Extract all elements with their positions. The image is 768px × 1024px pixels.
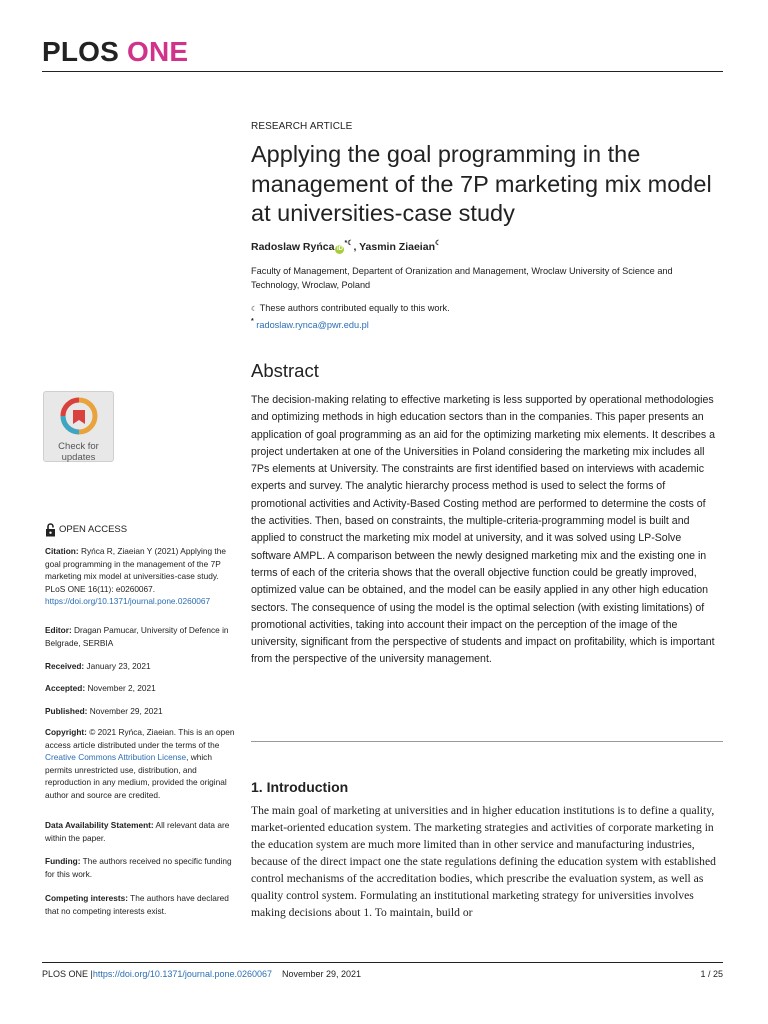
funding-block xyxy=(45,855,235,880)
citation-text: Ryńca R, Ziaeian Y (2021) Applying the goal programming in the management of the 7P marketing mix model at universities-case study. PLoS ONE 16(11): e0260067. xyxy=(45,546,226,594)
equal-contribution-icon: ☾ xyxy=(434,240,442,247)
open-access-label: OPEN ACCESS xyxy=(59,523,128,535)
logo-one: ONE xyxy=(127,36,189,67)
received-block xyxy=(45,660,235,673)
editor-block xyxy=(45,624,235,649)
open-lock-icon xyxy=(45,523,56,537)
abstract-rule xyxy=(251,741,723,742)
funding-text: The authors received no specific funding for this work. xyxy=(45,856,232,879)
published-date: November 29, 2021 xyxy=(89,706,163,716)
accepted-block xyxy=(45,682,235,695)
accepted-label: Accepted: xyxy=(45,683,86,693)
check-updates-line-2: updates xyxy=(61,452,96,463)
funding-label: Funding: xyxy=(45,856,81,866)
equal-contribution-note xyxy=(251,302,723,316)
page-number: 1 / 25 xyxy=(700,969,723,979)
competing-interests-label: Competing interests: xyxy=(45,893,128,903)
accepted-date: November 2, 2021 xyxy=(87,683,156,693)
copyright-text-2: , which permits unrestricted use, distribution, and reproduction in any medium, provided the original author and source are credited. xyxy=(45,752,227,800)
data-availability-block xyxy=(45,819,235,844)
citation-label: Citation: xyxy=(45,546,79,556)
data-availability-label: Data Availability Statement: xyxy=(45,820,154,830)
competing-interests-block xyxy=(45,892,235,917)
orcid-icon[interactable]: iD xyxy=(336,246,343,252)
copyright-label: Copyright: xyxy=(45,727,87,737)
article-title: Applying the goal programming in the management of the 7P marketing mix model at universities-case study xyxy=(251,141,712,226)
footer-date: November 29, 2021 xyxy=(282,969,362,979)
citation-block xyxy=(45,545,235,608)
corresponding-email[interactable]: radoslaw.rynca@pwr.edu.pl xyxy=(256,320,369,330)
citation-doi-link[interactable]: https://doi.org/10.1371/journal.pone.0260067 xyxy=(45,596,211,606)
corresponding-mark: * xyxy=(251,318,254,325)
competing-interests-text: The authors have declared that no competing interests exist. xyxy=(45,893,229,916)
equal-contribution-icon: ☾ xyxy=(251,306,258,313)
header-rule xyxy=(42,71,723,72)
footer-doi-link[interactable]: https://doi.org/10.1371/journal.pone.0260067 xyxy=(92,969,273,979)
author-notes xyxy=(251,302,723,331)
abstract-text: The decision-making relating to effective marketing is less supported by operational methodologies and optimizing methods in high education sectors than in the companies. This paper presents an application of goal programming as an aid for the optimizing marketing mix elements. It describes a project undertaken at one of the Universities in Poland considering the marketing mix includes all 7Ps elements at University. The constraints are first identified based on interviews with academic experts and survey. The analytic hierarchy process method is used to select the forms of promotional activities and Activity-Based Costing method are performed to determine the costs of the activities. Then, based on constraints, the multiple-criteria-programming model is built and applied to construct the marketing mix model at university, and it was solved using LP-Solve software AMPL. A comparison between the newly designed marketing mix and the existing one in terms of each of the criteria shows that the overall objective function could be greatly improved, optimized value can be obtained, and the model can be easily applied in any other high education sectors. The consequence of using the model is the optimal selection (with existing limitations) of promotional activities, taking into account their impact on the perception of the image of the university, significant from the perspective of students and impact on profitability, which is important from the perspective of the university management. xyxy=(251,394,715,666)
copyright-block xyxy=(45,726,235,801)
received-date: January 23, 2021 xyxy=(86,661,151,671)
data-availability-text: All relevant data are within the paper. xyxy=(45,820,230,843)
introduction-text: The main goal of marketing at universities and in higher education institutions is to define a quality, market-oriented education system. The marketing strategies and activities of corporate marketing in the education system are much more limited than in other service and manufacturing industries, because of the direct impact one the state regulations defining the education system with established control mechanisms of the accreditation bodies, which prescribe the evaluation system, as well as quality control system. Formulating an institutional marketing strategy for universities involves making decisions about 1. To maintain, build or xyxy=(251,804,716,919)
received-label: Received: xyxy=(45,661,85,671)
editor-label: Editor: xyxy=(45,625,72,635)
corresponding-note xyxy=(251,316,723,331)
check-for-updates-badge[interactable] xyxy=(43,391,114,462)
author-list xyxy=(251,239,723,254)
author-2[interactable]: , Yasmin Ziaeian xyxy=(353,241,435,253)
equal-contribution-text: These authors contributed equally to this work. xyxy=(259,303,450,313)
check-updates-line-1: Check for xyxy=(58,441,99,452)
published-block xyxy=(45,705,235,718)
footer-rule xyxy=(42,962,723,963)
license-link[interactable]: Creative Commons Attribution License xyxy=(45,752,187,762)
author-1[interactable]: Radoslaw Ryńca xyxy=(251,241,335,253)
equal-contribution-icon: ☾ xyxy=(347,240,354,247)
journal-logo[interactable] xyxy=(42,36,188,68)
abstract-heading: Abstract xyxy=(251,360,319,381)
check-updates-icon xyxy=(59,396,99,436)
open-access xyxy=(45,523,235,537)
published-label: Published: xyxy=(45,706,88,716)
logo-plos: PLOS xyxy=(42,36,120,67)
introduction-heading: 1. Introduction xyxy=(251,779,349,795)
article-type: RESEARCH ARTICLE xyxy=(251,121,353,132)
page-footer xyxy=(42,969,723,979)
corresponding-mark: * xyxy=(344,240,348,247)
footer-journal: PLOS ONE | xyxy=(42,969,93,979)
copyright-text: © 2021 Ryńca, Ziaeian. This is an open access article distributed under the terms of the xyxy=(45,727,235,750)
affiliation: Faculty of Management, Departent of Oranization and Management, Wroclaw University of Science and Technology, Wroclaw, Poland xyxy=(251,266,673,290)
editor-text: Dragan Pamucar, University of Defence in Belgrade, SERBIA xyxy=(45,625,229,648)
